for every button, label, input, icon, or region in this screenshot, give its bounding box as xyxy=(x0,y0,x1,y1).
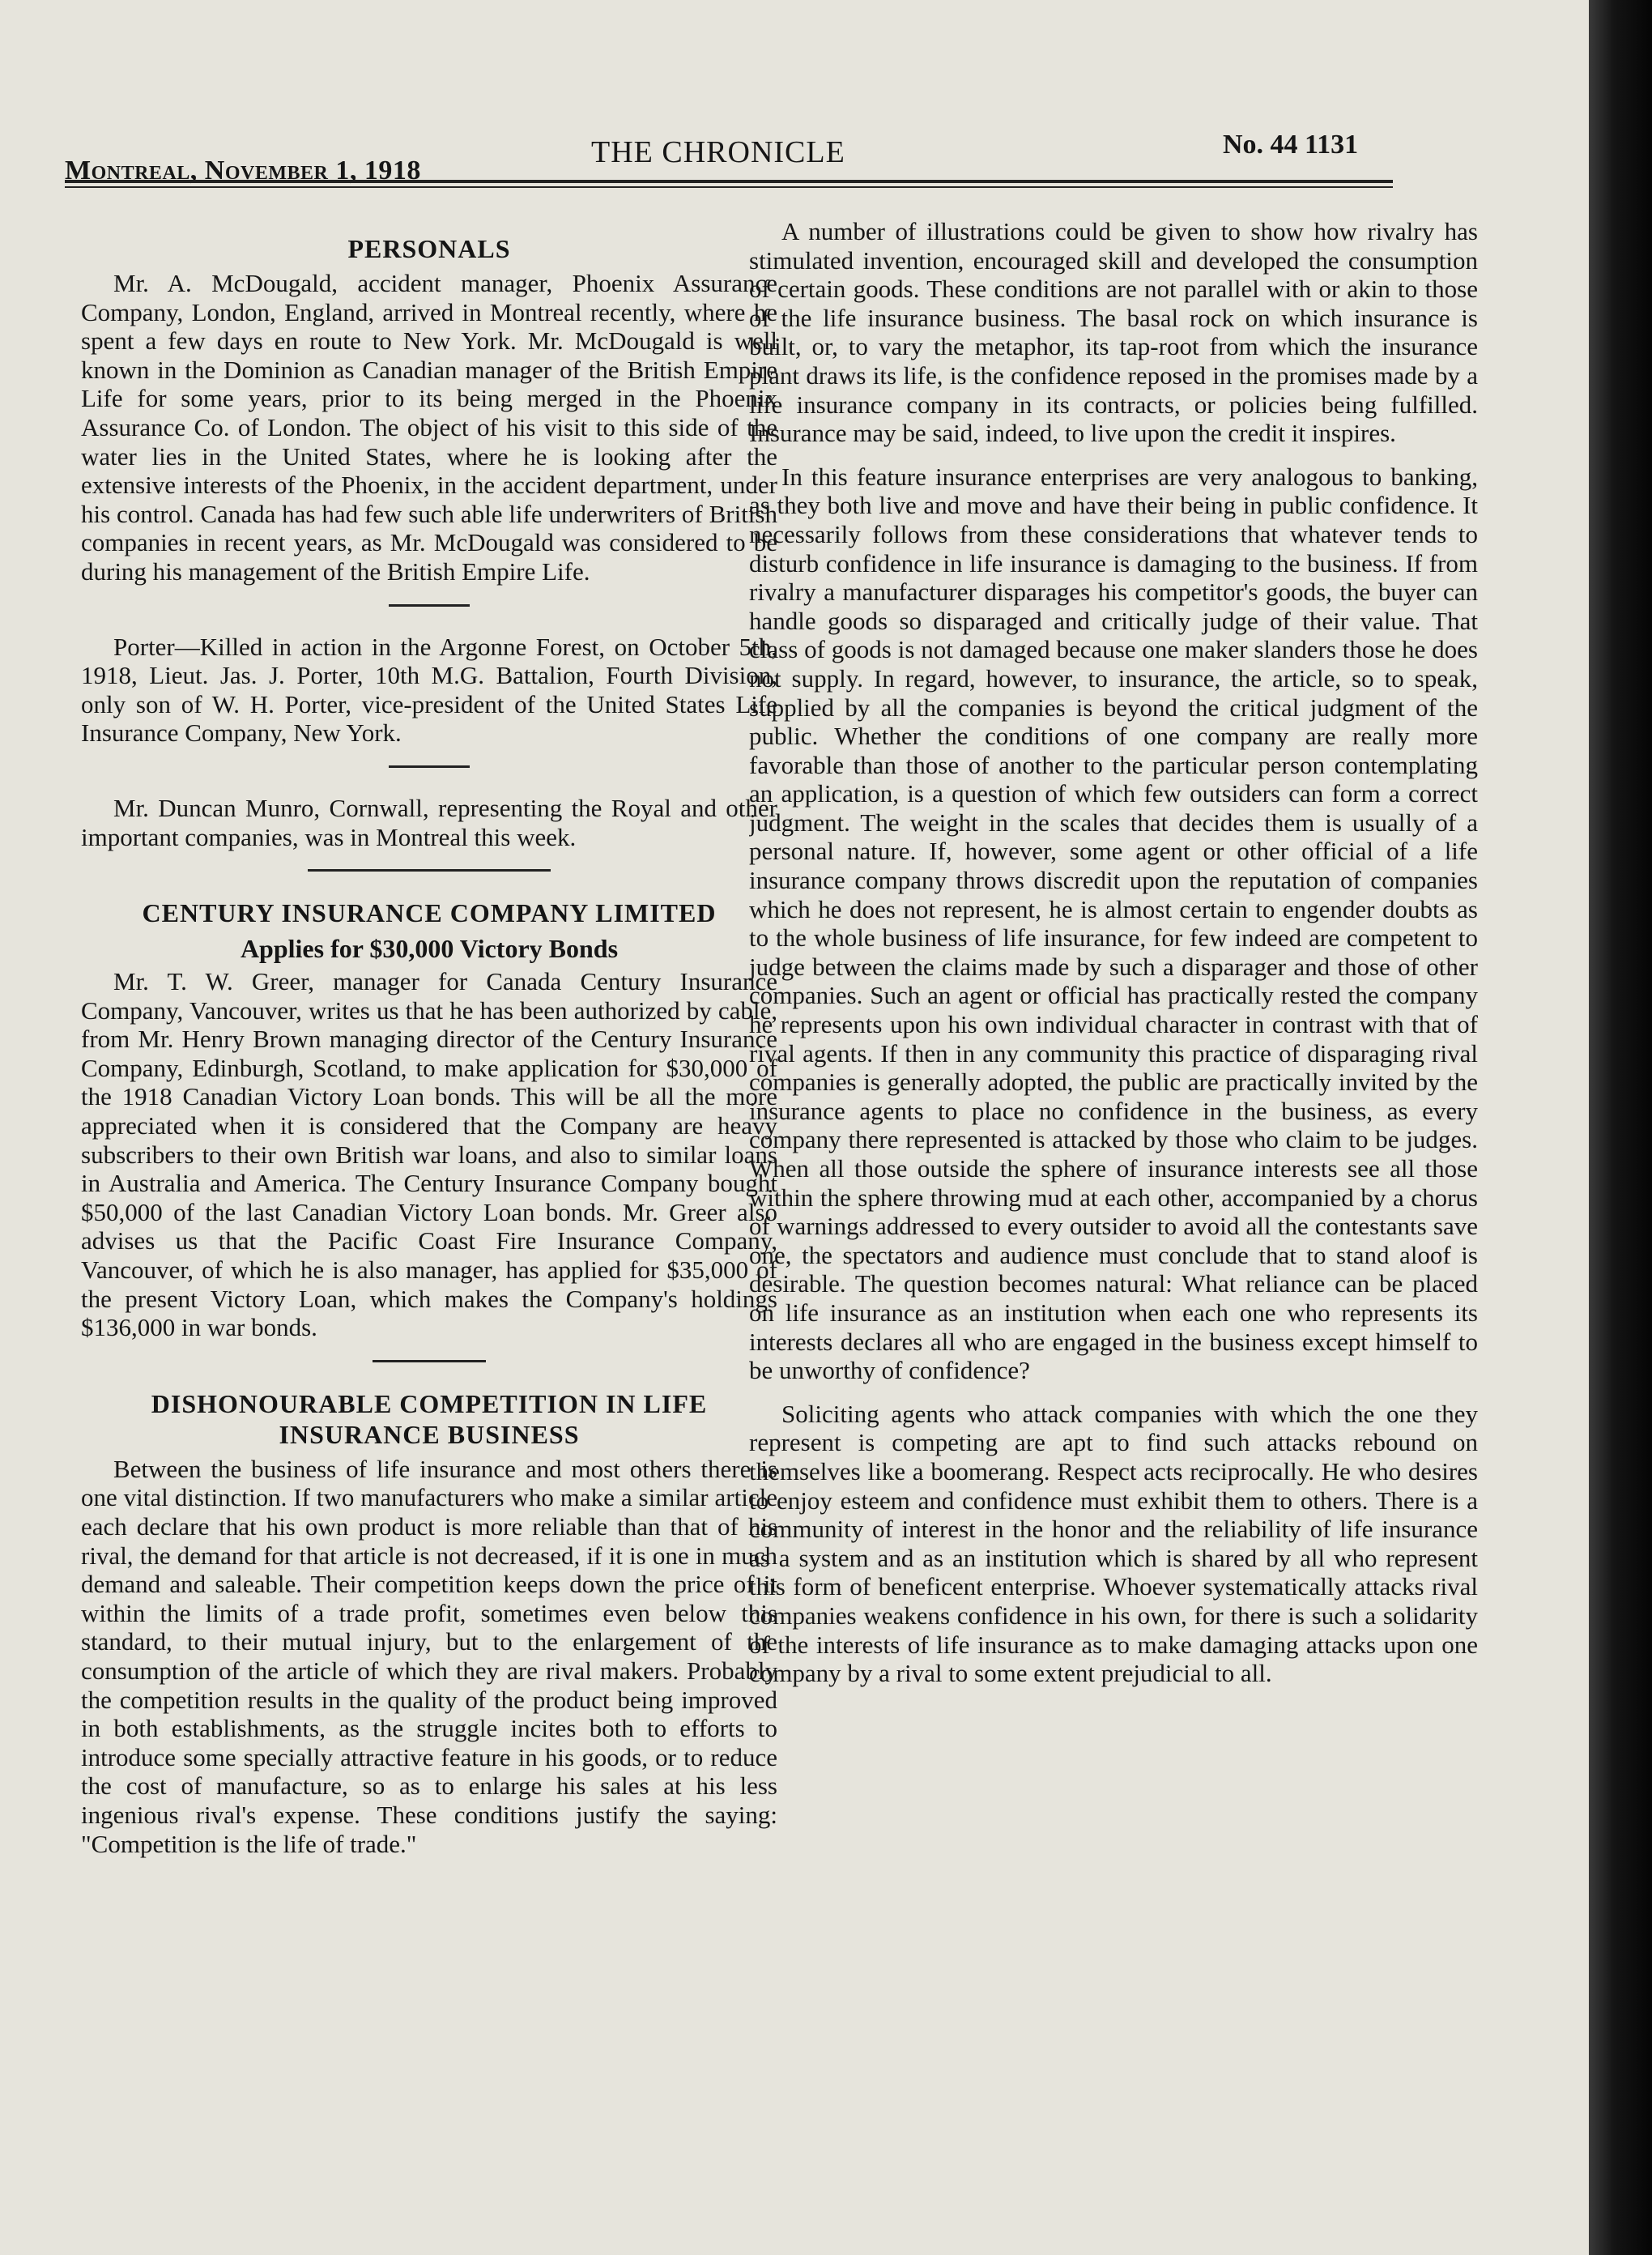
article-paragraph-soliciting-agents: Soliciting agents who attack companies with which the one they represent is competing are apt to find such attacks rebound on themselves like a boomerang. Respect acts reciprocally. He who desires to enjoy esteem and confidence must exhibit them to others. There is a community of interest in the honor and the reliability of life insurance as a system and as an institution which is shared by all who represent this form of beneficent enterprise. Whoever systematically attacks rival companies weakens confidence in his own, for there is such a solidarity of the interests of life insurance as to make damaging attacks upon one company by a rival to some extent prejudicial to all. xyxy=(749,1399,1478,1688)
book-binding-edge xyxy=(1589,0,1652,2255)
header-publication-title: THE CHRONICLE xyxy=(591,135,845,169)
personals-paragraph-mcdougald: Mr. A. McDougald, accident manager, Phoenix Assurance Company, London, England, arrived in Montreal recently, where he spent a few days en route to New York. Mr. McDougald is well known in the Dominion as Canadian manager of the British Empire Life for some years, prior to its being merged in the Phoenix Assurance Co. of London. The object of his visit to this side of the water lies in the United States, where he is looking after the extensive interests of the Phoenix, in the accident department, under his control. Canada has had few such able life underwriters of British companies in recent years, as Mr. McDougald was considered to be during his management of the British Empire Life. xyxy=(81,269,777,586)
personals-heading: PERSONALS xyxy=(347,234,511,263)
personals-paragraph-porter: Porter—Killed in action in the Argonne Forest, on October 5th, 1918, Lieut. Jas. J. Porter, 10th M.G. Battalion, Fourth Division, only son of W. H. Porter, vice-president of the United States Life Insurance Company, New York. xyxy=(81,632,777,748)
page-header xyxy=(65,121,1393,185)
divider xyxy=(389,604,470,607)
dishonourable-paragraph: Between the business of life insurance and most others there is one vital distinction. If two manufacturers who make a similar article each declare that his own product is more reliable than that of his rival, the demand for that article is not decreased, if it is one in much demand and saleable. Their competition keeps down the price of it within the limits of a trade profit, sometimes even below this standard, to their mutual injury, but to the enlargement of the consumption of the article of which they are rival makers. Probably the competition results in the quality of the product being improved in both establishments, as the struggle incites both to efforts to introduce some specially attractive feature in his goods, or to reduce the cost of manufacture, so as to enlarge his sales at his less ingenious rival's expense. These conditions justify the saying: "Competition is the life of trade." xyxy=(81,1454,777,1858)
divider xyxy=(373,1360,486,1362)
divider xyxy=(389,765,470,768)
right-column xyxy=(749,217,1478,2226)
header-dateline: Montreal, November 1, 1918 xyxy=(65,156,421,185)
header-issue-page: No. 44 1131 xyxy=(1223,130,1359,160)
century-heading: CENTURY INSURANCE COMPANY LIMITED xyxy=(142,898,717,928)
header-rule xyxy=(65,180,1393,188)
century-subheading: Applies for $30,000 Victory Bonds xyxy=(240,934,619,964)
article-paragraph-banking: In this feature insurance enterprises are very analogous to banking, as they both live and move and have their being in public confidence. It necessarily follows from these considerations that whatever tends to disturb confidence in life insurance is damaging to the business. If from rivalry a manufacturer disparages his competitor's goods, the buyer can handle goods so disparaged and critically judge of their value. That class of goods is not damaged because one maker slanders those he does not supply. In regard, however, to insurance, the article, so to speak, supplied by all the companies is beyond the critical judgment of the public. Whether the conditions of one company are really more favorable than those of another to the particular person contemplating an application, is a question of which few outsiders can form a correct judgment. The weight in the scales that decides them is usually of a personal nature. If, however, some agent or other official of a life insurance company throws discredit upon the reputation of companies which he does not represent, he is almost certain to engender doubts as to the whole business of life insurance, for few indeed are competent to judge between the claims made by such a disparager and those of other companies. Such an agent or official has practically rested the company he represents upon his own individual character in contrast with that of rival agents. If then in any community this practice of disparaging rival companies is generally adopted, the public are practically invited by the insurance agents to place no confidence in the business, as every company there represented is attacked by those who claim to be judges. When all those outside the sphere of insurance interests see all those within the sphere throwing mud at each other, accompanied by a chorus of warnings addressed to every outsider to avoid all the contestants save one, the spectators and audience must conclude that to stand aloof is desirable. The question becomes natural: What reliance can be placed on life insurance as an institution when each one who represents its interests declares all who are engaged in the business except himself to be unworthy of confidence? xyxy=(749,462,1478,1385)
dishonourable-heading: DISHONOURABLE COMPETITION IN LIFE INSURANCE BUSINESS xyxy=(151,1388,708,1449)
century-paragraph: Mr. T. W. Greer, manager for Canada Century Insurance Company, Vancouver, writes us that he has been authorized by cable, from Mr. Henry Brown managing director of the Century Insurance Company, Edinburgh, Scotland, to make application for $30,000 of the 1918 Canadian Victory Loan bonds. This will be all the more appreciated when it is considered that the Company are heavy subscribers to their own British war loans, and also to similar loans in Australia and America. The Century Insurance Company bought $50,000 of the last Canadian Victory Loan bonds. Mr. Greer also advises us that the Pacific Coast Fire Insurance Company, Vancouver, of which he is also manager, has applied for $35,000 of the present Victory Loan, which makes the Company's holdings $136,000 in war bonds. xyxy=(81,967,777,1342)
article-paragraph-illustrations: A number of illustrations could be given to show how rivalry has stimulated invention, encouraged skill and developed the consumption of certain goods. These conditions are not parallel with or akin to those of the life insurance business. The basal rock on which insurance is built, or, to vary the metaphor, its tap-root from which the insurance plant draws its life, is the confidence reposed in the promises made by a life insurance company in its contracts, or policies being fulfilled. Insurance may be said, indeed, to live upon the credit it inspires. xyxy=(749,217,1478,448)
personals-paragraph-munro: Mr. Duncan Munro, Cornwall, representing the Royal and other important companies, was in Montreal this week. xyxy=(81,793,777,851)
divider xyxy=(308,869,551,872)
left-column xyxy=(81,227,777,2236)
